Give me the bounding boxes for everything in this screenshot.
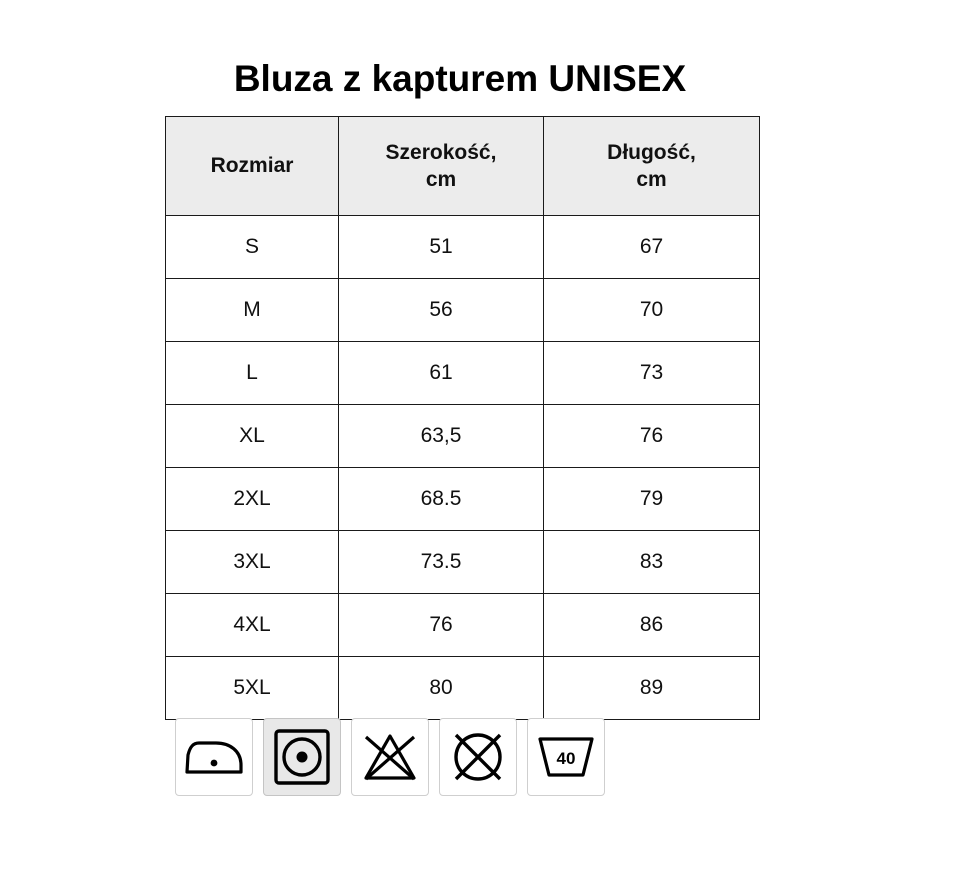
- cell-width: 56: [339, 279, 544, 342]
- cell-size: 2XL: [166, 468, 339, 531]
- wash-temperature-label: 40: [556, 749, 576, 768]
- page-title: Bluza z kapturem UNISEX: [233, 58, 687, 99]
- table-header-row: [166, 117, 760, 216]
- cell-length: 76: [544, 405, 760, 468]
- table-row: [166, 468, 760, 531]
- column-header-length-line1: Długość,: [607, 140, 696, 164]
- care-symbols-row: [175, 718, 605, 796]
- cell-size: S: [166, 216, 339, 279]
- cell-length: 83: [544, 531, 760, 594]
- table-row: [166, 657, 760, 720]
- cell-size: 4XL: [166, 594, 339, 657]
- cell-length: 70: [544, 279, 760, 342]
- do-not-bleach-icon: [351, 718, 429, 796]
- cell-width: 63,5: [339, 405, 544, 468]
- cell-size: XL: [166, 405, 339, 468]
- table-row: [166, 405, 760, 468]
- table-row: [166, 594, 760, 657]
- cell-length: 86: [544, 594, 760, 657]
- table-row: [166, 216, 760, 279]
- table-row: [166, 531, 760, 594]
- cell-length: 67: [544, 216, 760, 279]
- cell-size: M: [166, 279, 339, 342]
- cell-size: 3XL: [166, 531, 339, 594]
- cell-width: 80: [339, 657, 544, 720]
- tumble-dry-normal-icon: [263, 718, 341, 796]
- column-header-size: Rozmiar: [166, 117, 339, 216]
- cell-width: 68.5: [339, 468, 544, 531]
- table-header: [166, 117, 760, 216]
- size-table: [165, 116, 760, 720]
- iron-low-heat-icon: [175, 718, 253, 796]
- column-header-width-line2: cm: [425, 168, 457, 191]
- column-header-width: [339, 117, 544, 216]
- cell-width: 76: [339, 594, 544, 657]
- table-row: [166, 279, 760, 342]
- table-body: [166, 216, 760, 720]
- wash-40-icon: [527, 718, 605, 796]
- column-header-width-line1: Szerokość,: [385, 140, 497, 164]
- cell-size: L: [166, 342, 339, 405]
- do-not-dry-clean-icon: [439, 718, 517, 796]
- cell-size: 5XL: [166, 657, 339, 720]
- cell-width: 61: [339, 342, 544, 405]
- cell-length: 89: [544, 657, 760, 720]
- cell-length: 73: [544, 342, 760, 405]
- cell-width: 51: [339, 216, 544, 279]
- column-header-length-line2: cm: [636, 168, 667, 191]
- cell-width: 73.5: [339, 531, 544, 594]
- cell-length: 79: [544, 468, 760, 531]
- table-row: [166, 342, 760, 405]
- column-header-length: [544, 117, 760, 216]
